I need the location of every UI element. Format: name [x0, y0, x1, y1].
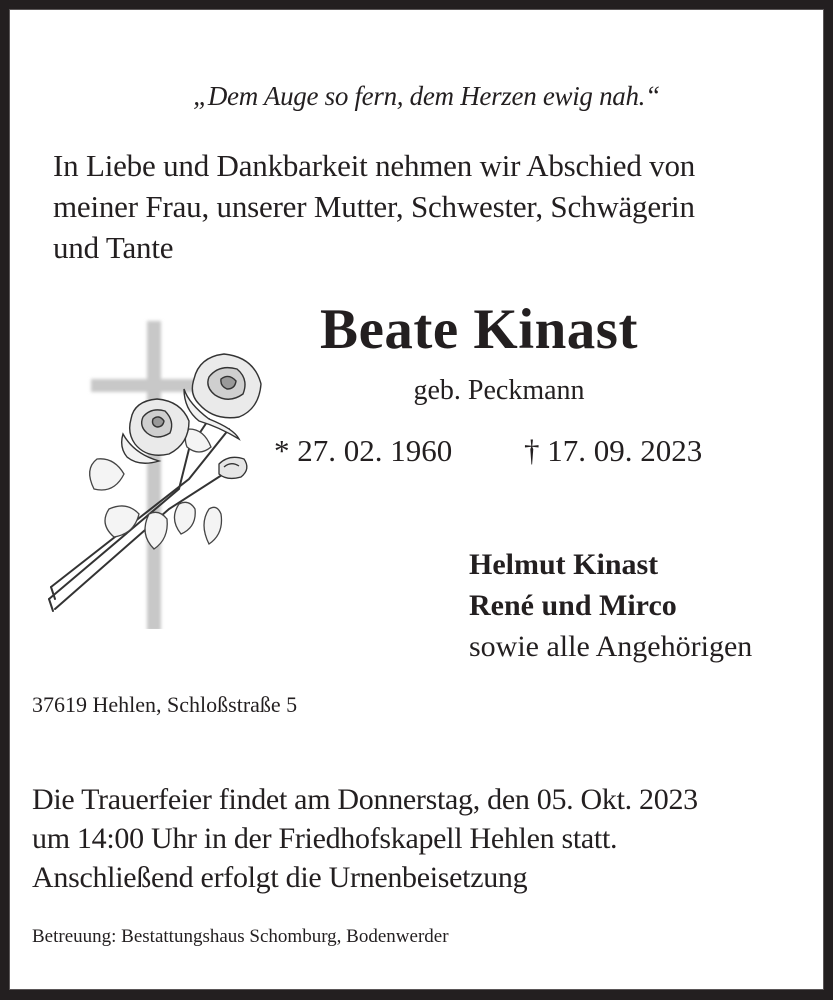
birth-date: * 27. 02. 1960	[274, 433, 453, 468]
death-date: † 17. 09. 2023	[524, 433, 703, 468]
mourners-block	[469, 544, 752, 667]
memorial-quote: „Dem Auge so fern, dem Herzen ewig nah.“	[193, 81, 660, 111]
intro-text	[53, 145, 695, 268]
intro-line: In Liebe und Dankbarkeit nehmen wir Abschied von	[53, 148, 696, 183]
intro-line: und Tante	[53, 230, 174, 265]
ceremony-line: Die Trauerfeier findet am Donnerstag, den 05. Okt. 2023	[32, 783, 698, 816]
ceremony-info	[32, 780, 698, 897]
maiden-name: geb. Peckmann	[413, 375, 585, 406]
ceremony-line: Anschließend erfolgt die Urnenbeisetzung	[32, 861, 528, 894]
life-dates	[274, 433, 702, 469]
family-address: 37619 Hehlen, Schloßstraße 5	[32, 692, 298, 717]
funeral-home-credit: Betreuung: Bestattungshaus Schomburg, Bodenwerder	[32, 926, 449, 947]
intro-line: meiner Frau, unserer Mutter, Schwester, Schwägerin	[53, 189, 695, 224]
mourner-name: Helmut Kinast	[469, 548, 659, 581]
mourners-relatives: sowie alle Angehörigen	[469, 630, 753, 663]
mourner-name: René und Mirco	[469, 589, 677, 622]
deceased-name: Beate Kinast	[320, 298, 638, 361]
ceremony-line: um 14:00 Uhr in der Friedhofskapell Hehlen statt.	[32, 822, 618, 855]
obituary-card	[9, 9, 824, 990]
